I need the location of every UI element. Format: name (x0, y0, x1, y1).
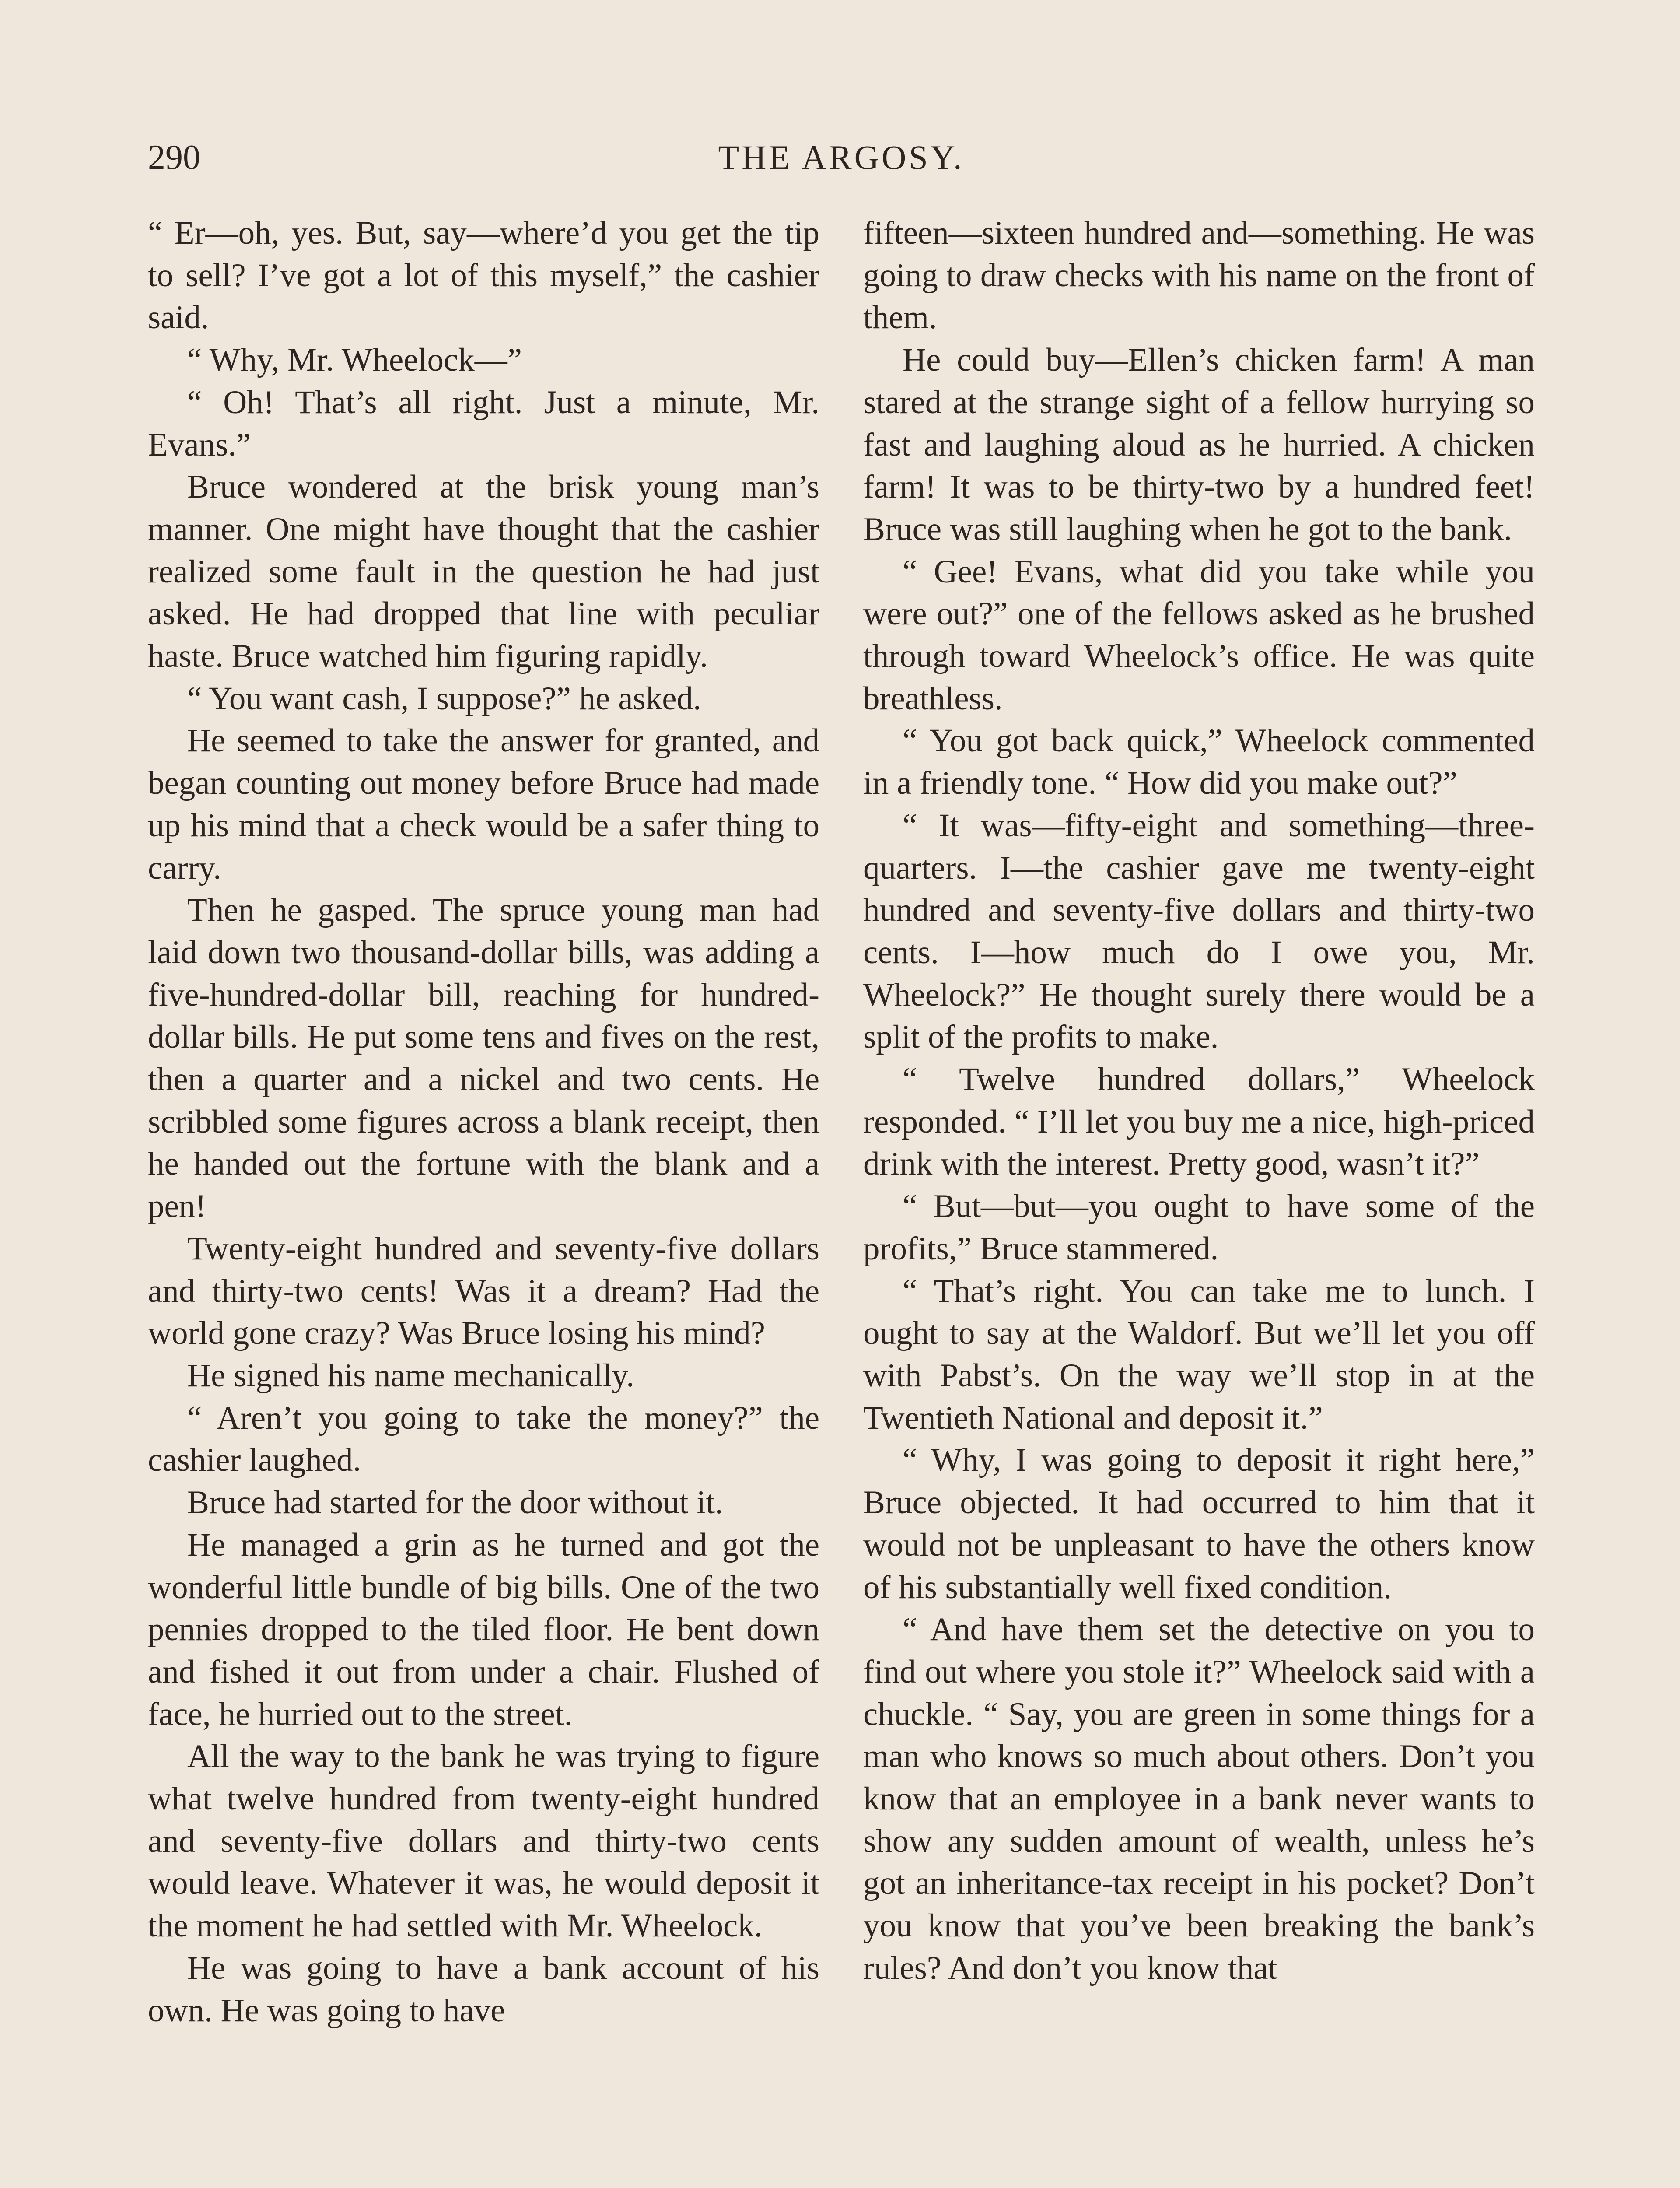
paragraph: All the way to the bank he was trying to figure what twelve hundred from twenty-eight hundred and seventy-five dollars and thirty-two cents would leave. Whatever it was, he would deposit it the moment he had settled with Mr. Wheelock. (148, 1738, 819, 1944)
paragraph: “ And have them set the detective on you to find out where you stole it?” Wheelock said with a chuckle. “ Say, you are green in some things for a man who knows so much about others. Don’t you know that an employee in a bank never wants to show any sudden amount of wealth, unless he’s got an inheritance-tax receipt in his pocket? Don’t you know that you’ve been breaking the bank’s rules? And don’t you know that (863, 1611, 1535, 1986)
page-header (148, 131, 1535, 184)
paragraph: “ Oh! That’s all right. Just a minute, Mr. Evans.” (148, 384, 819, 463)
paragraph: “ Twelve hundred dollars,” Wheelock responded. “ I’ll let you buy me a nice, high-priced drink with the interest. Pretty good, wasn’t it?” (863, 1061, 1535, 1182)
paragraph: He could buy—Ellen’s chicken farm! A man stared at the strange sight of a fellow hurrying so fast and laughing aloud as he hurried. A chicken farm! It was to be thirty-two by a hundred feet! Bruce was still laughing when he got to the bank. (863, 342, 1535, 547)
paragraph: “ It was—fifty-eight and something—three-quarters. I—the cashier gave me twenty-eight hundred and seventy-five dollars and thirty-two cents. I—how much do I owe you, Mr. Wheelock?” He thought surely there would be a split of the profits to make. (863, 807, 1535, 1055)
paragraph: He seemed to take the answer for granted, and began counting out money before Bruce had made up his mind that a check would be a safer thing to carry. (148, 722, 819, 886)
paragraph: “ Why, Mr. Wheelock—” (187, 342, 522, 379)
paragraph: Then he gasped. The spruce young man had laid down two thousand-dollar bills, was adding a five-hundred-dollar bill, reaching for hundred-dollar bills. He put some tens and fives on the rest, then a quarter and a nickel and two cents. He scribbled some figures across a blank receipt, then he handed out the fortune with the blank and a pen! (148, 892, 819, 1225)
paragraph: He was going to have a bank account of his own. He was going to have (148, 1950, 819, 2029)
right-column (863, 212, 1535, 1990)
page-number: 290 (148, 138, 200, 177)
paragraph: “ But—but—you ought to have some of the profits,” Bruce stammered. (863, 1188, 1535, 1267)
paragraph: He managed a grin as he turned and got the wonderful little bundle of big bills. One of the two pennies dropped to the tiled floor. He bent down and fished it out from under a chair. Flushed of face, he hurried out to the street. (148, 1526, 819, 1732)
paragraph: “ Er—oh, yes. But, say—where’d you get the tip to sell? I’ve got a lot of this myself,” the cashier said. (148, 215, 819, 336)
paragraph: “ Gee! Evans, what did you take while you were out?” one of the fellows asked as he brushed through toward Wheelock’s office. He was quite breathless. (863, 553, 1535, 717)
paragraph: “ That’s right. You can take me to lunch. I ought to say at the Waldorf. But we’ll let you off with Pabst’s. On the way we’ll stop in at the Twentieth National and deposit it.” (863, 1273, 1535, 1436)
paragraph: Bruce wondered at the brisk young man’s manner. One might have thought that the cashier realized some fault in the question he had just asked. He had dropped that line with peculiar haste. Bruce watched him figuring rapidly. (148, 469, 819, 675)
paragraph: “ You want cash, I suppose?” he asked. (187, 680, 701, 717)
running-title: THE ARGOSY. (718, 138, 965, 176)
paragraph: “ Why, I was going to deposit it right here,” Bruce objected. It had occurred to him that it would not be unpleasant to have the others know of his substantially well fixed condition. (863, 1442, 1535, 1606)
paragraph: “ Aren’t you going to take the money?” the cashier laughed. (148, 1399, 819, 1479)
paragraph: “ You got back quick,” Wheelock commented in a friendly tone. “ How did you make out?” (863, 722, 1535, 802)
paragraph: He signed his name mechanically. (187, 1357, 634, 1394)
paragraph: fifteen—sixteen hundred and—something. He was going to draw checks with his name on the front of them. (863, 215, 1535, 336)
paragraph: Twenty-eight hundred and seventy-five dollars and thirty-two cents! Was it a dream? Had the world gone crazy? Was Bruce losing his mind? (148, 1230, 819, 1352)
left-column (148, 212, 819, 2032)
paragraph: Bruce had started for the door without it. (187, 1484, 723, 1521)
